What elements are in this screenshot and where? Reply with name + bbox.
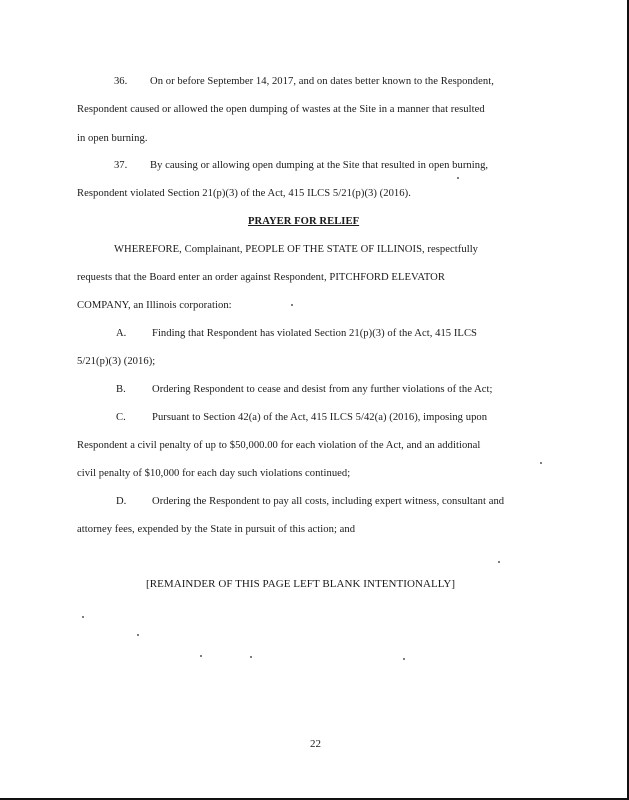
scan-speck <box>403 658 405 660</box>
scan-speck <box>137 634 139 636</box>
scan-speck <box>250 656 252 658</box>
item-a-line-1: Finding that Respondent has violated Section 21(p)(3) of the Act, 415 ILCS <box>152 328 477 339</box>
scan-speck <box>291 304 293 306</box>
item-c-line-3: civil penalty of $10,000 for each day such violations continued; <box>77 468 351 479</box>
item-a-line-2: 5/21(p)(3) (2016); <box>77 356 156 367</box>
prayer-for-relief-heading: PRAYER FOR RELIEF <box>248 216 360 227</box>
item-a-letter: A. <box>116 328 127 339</box>
scan-speck <box>540 462 542 464</box>
item-c-line-1: Pursuant to Section 42(a) of the Act, 415 ILCS 5/42(a) (2016), imposing upon <box>152 412 488 423</box>
paragraph-36-line-3: in open burning. <box>77 133 148 144</box>
item-d-letter: D. <box>116 496 127 507</box>
remainder-blank-note: [REMAINDER OF THIS PAGE LEFT BLANK INTENTIONALLY] <box>146 578 456 590</box>
paragraph-37-line-1: By causing or allowing open dumping at the Site that resulted in open burning, <box>150 160 489 171</box>
scan-speck <box>82 616 84 618</box>
wherefore-line-2: requests that the Board enter an order against Respondent, PITCHFORD ELEVATOR <box>77 272 445 283</box>
scan-speck <box>498 561 500 563</box>
wherefore-line-1: WHEREFORE, Complainant, PEOPLE OF THE STATE OF ILLINOIS, respectfully <box>114 244 479 255</box>
item-d-line-2: attorney fees, expended by the State in pursuit of this action; and <box>77 524 356 535</box>
paragraph-36-line-1: On or before September 14, 2017, and on dates better known to the Respondent, <box>150 76 494 87</box>
scan-speck <box>457 177 459 179</box>
scan-speck <box>200 655 202 657</box>
item-d-line-1: Ordering the Respondent to pay all costs, including expert witness, consultant and <box>152 496 505 507</box>
paragraph-37-line-2: Respondent violated Section 21(p)(3) of the Act, 415 ILCS 5/21(p)(3) (2016). <box>77 188 411 199</box>
page-number: 22 <box>310 738 321 750</box>
item-b-line-1: Ordering Respondent to cease and desist from any further violations of the Act; <box>152 384 493 395</box>
paragraph-37-number: 37. <box>114 160 128 171</box>
item-c-letter: C. <box>116 412 126 423</box>
paragraph-36-number: 36. <box>114 76 128 87</box>
paragraph-36-line-2: Respondent caused or allowed the open dumping of wastes at the Site in a manner that resulted <box>77 104 485 115</box>
item-c-line-2: Respondent a civil penalty of up to $50,000.00 for each violation of the Act, and an additional <box>77 440 481 451</box>
item-b-letter: B. <box>116 384 126 395</box>
wherefore-line-3: COMPANY, an Illinois corporation: <box>77 300 232 311</box>
